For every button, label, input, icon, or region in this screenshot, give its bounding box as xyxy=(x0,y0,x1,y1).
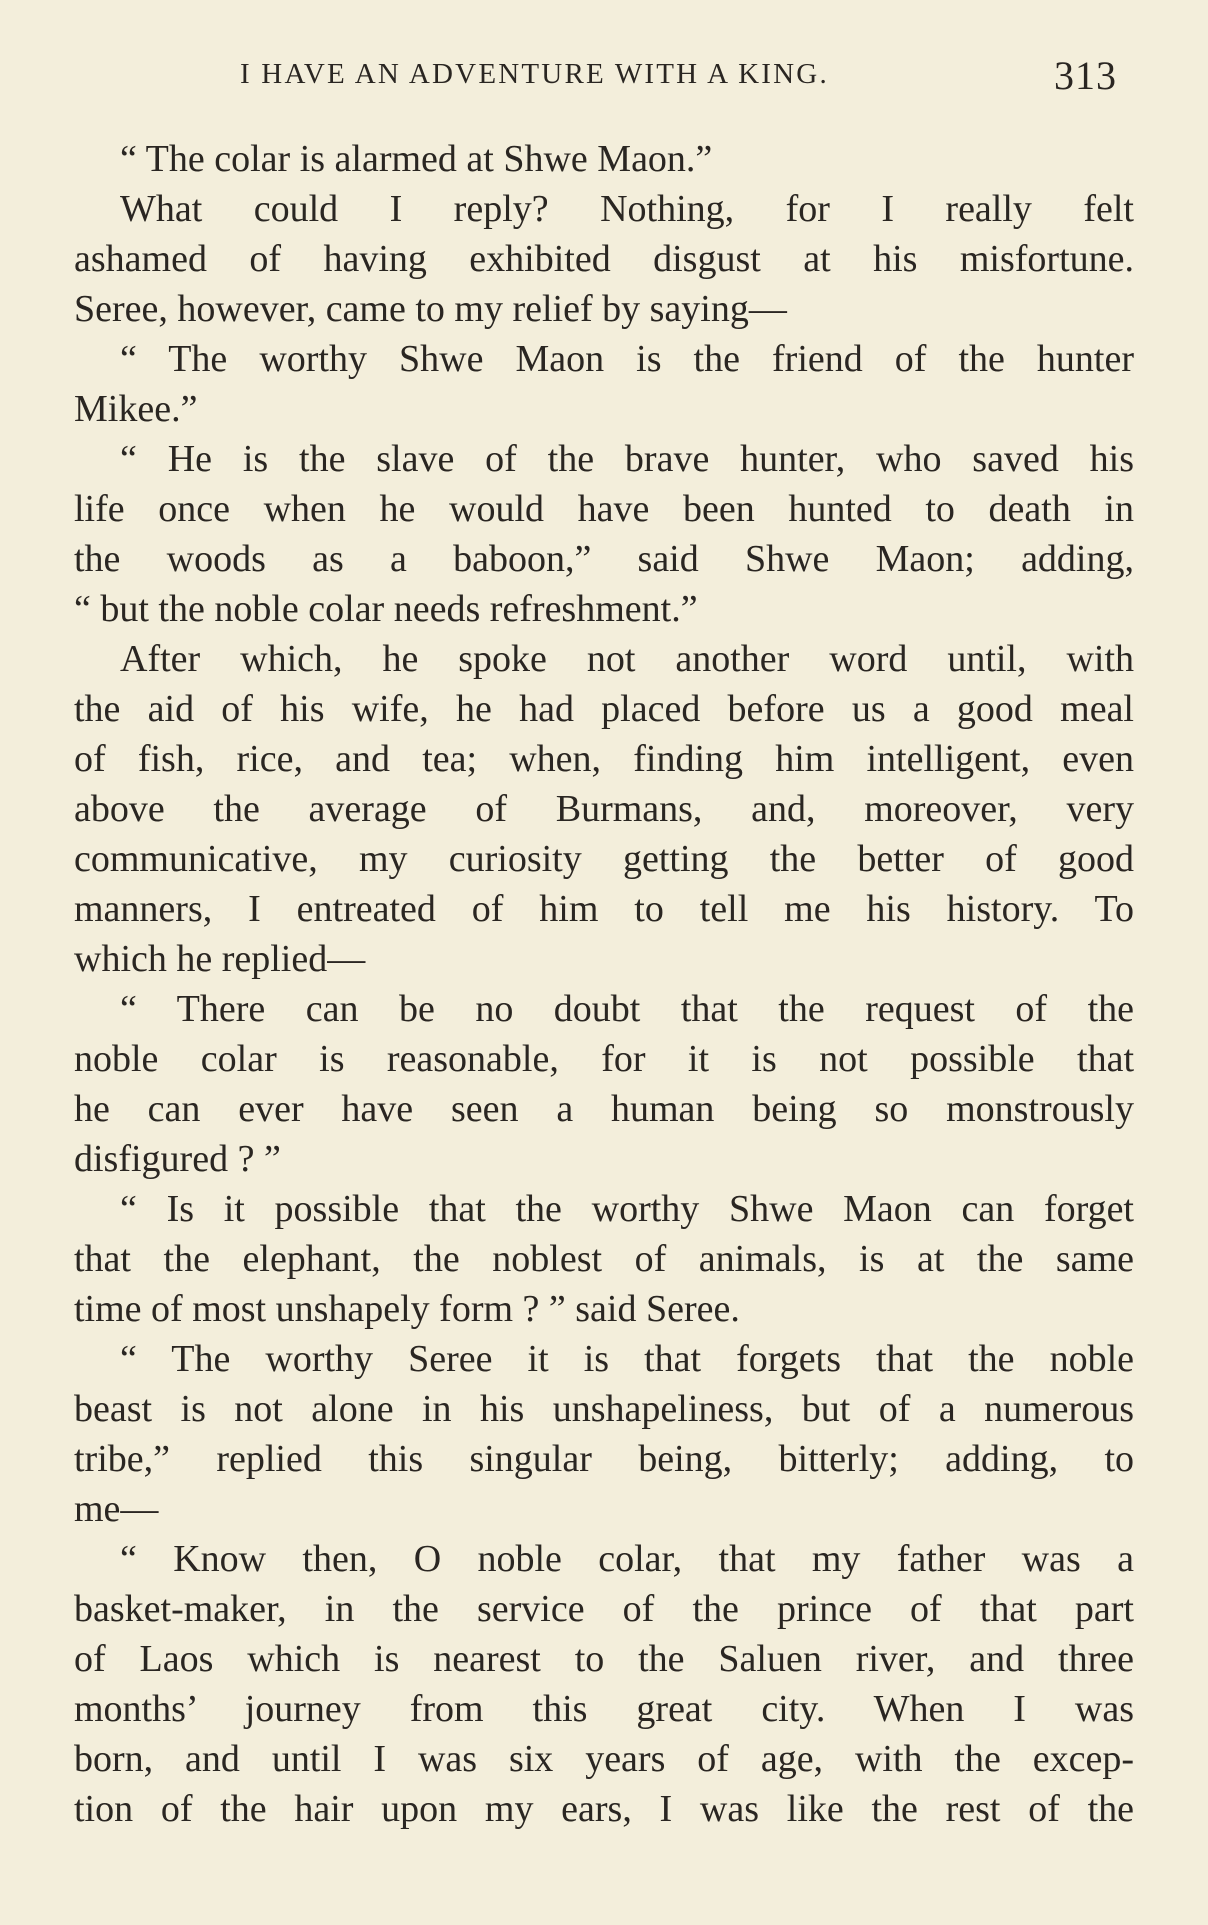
running-head xyxy=(240,52,1140,102)
text-line: After which, he spoke not another word until, with xyxy=(120,638,1134,680)
text-line: of Laos which is nearest to the Saluen river, and three xyxy=(74,1638,1134,1680)
text-line: which he replied— xyxy=(74,938,366,980)
text-line: born, and until I was six years of age, with the excep- xyxy=(74,1738,1134,1780)
text-line: basket-maker, in the service of the prince of that part xyxy=(74,1588,1134,1630)
text-line: above the average of Burmans, and, moreover, very xyxy=(74,788,1134,830)
text-line: me— xyxy=(74,1488,159,1530)
text-line: “ The worthy Seree it is that forgets that the noble xyxy=(120,1338,1134,1380)
page-number: 313 xyxy=(1054,53,1117,98)
text-line: “ Is it possible that the worthy Shwe Maon can forget xyxy=(120,1188,1134,1230)
text-line: manners, I entreated of him to tell me his history. To xyxy=(74,888,1134,930)
text-line: that the elephant, the noblest of animals, is at the same xyxy=(74,1238,1134,1280)
text-line: Mikee.” xyxy=(74,388,198,430)
text-line: disfigured ? ” xyxy=(74,1138,281,1180)
text-line: life once when he would have been hunted to death in xyxy=(74,488,1134,530)
text-line: “ Know then, O noble colar, that my father was a xyxy=(120,1538,1134,1580)
text-line: “ but the noble colar needs refreshment.” xyxy=(74,588,698,630)
body-text xyxy=(74,134,1134,1834)
text-line: communicative, my curiosity getting the better of good xyxy=(74,838,1134,880)
text-line: the woods as a baboon,” said Shwe Maon; adding, xyxy=(74,538,1134,580)
text-line: “ He is the slave of the brave hunter, who saved his xyxy=(120,438,1134,480)
text-line: time of most unshapely form ? ” said Seree. xyxy=(74,1288,740,1330)
text-line: “ There can be no doubt that the request of the xyxy=(120,988,1134,1030)
text-line: “ The colar is alarmed at Shwe Maon.” xyxy=(120,138,713,180)
text-line: months’ journey from this great city. When I was xyxy=(74,1688,1134,1730)
text-line: noble colar is reasonable, for it is not possible that xyxy=(74,1038,1134,1080)
text-line: What could I reply? Nothing, for I really felt xyxy=(120,188,1134,230)
text-line: of fish, rice, and tea; when, finding him intelligent, even xyxy=(74,738,1134,780)
text-line: he can ever have seen a human being so monstrously xyxy=(74,1088,1134,1130)
chapter-running-title: I HAVE AN ADVENTURE WITH A KING. xyxy=(240,58,829,90)
text-line: beast is not alone in his unshapeliness, but of a numerous xyxy=(74,1388,1134,1430)
text-line: ashamed of having exhibited disgust at his misfortune. xyxy=(74,238,1134,280)
text-line: tribe,” replied this singular being, bitterly; adding, to xyxy=(74,1438,1134,1480)
text-line: the aid of his wife, he had placed before us a good meal xyxy=(74,688,1134,730)
text-line: Seree, however, came to my relief by saying— xyxy=(74,288,787,330)
text-line: “ The worthy Shwe Maon is the friend of the hunter xyxy=(120,338,1134,380)
text-line: tion of the hair upon my ears, I was like the rest of the xyxy=(74,1788,1134,1830)
